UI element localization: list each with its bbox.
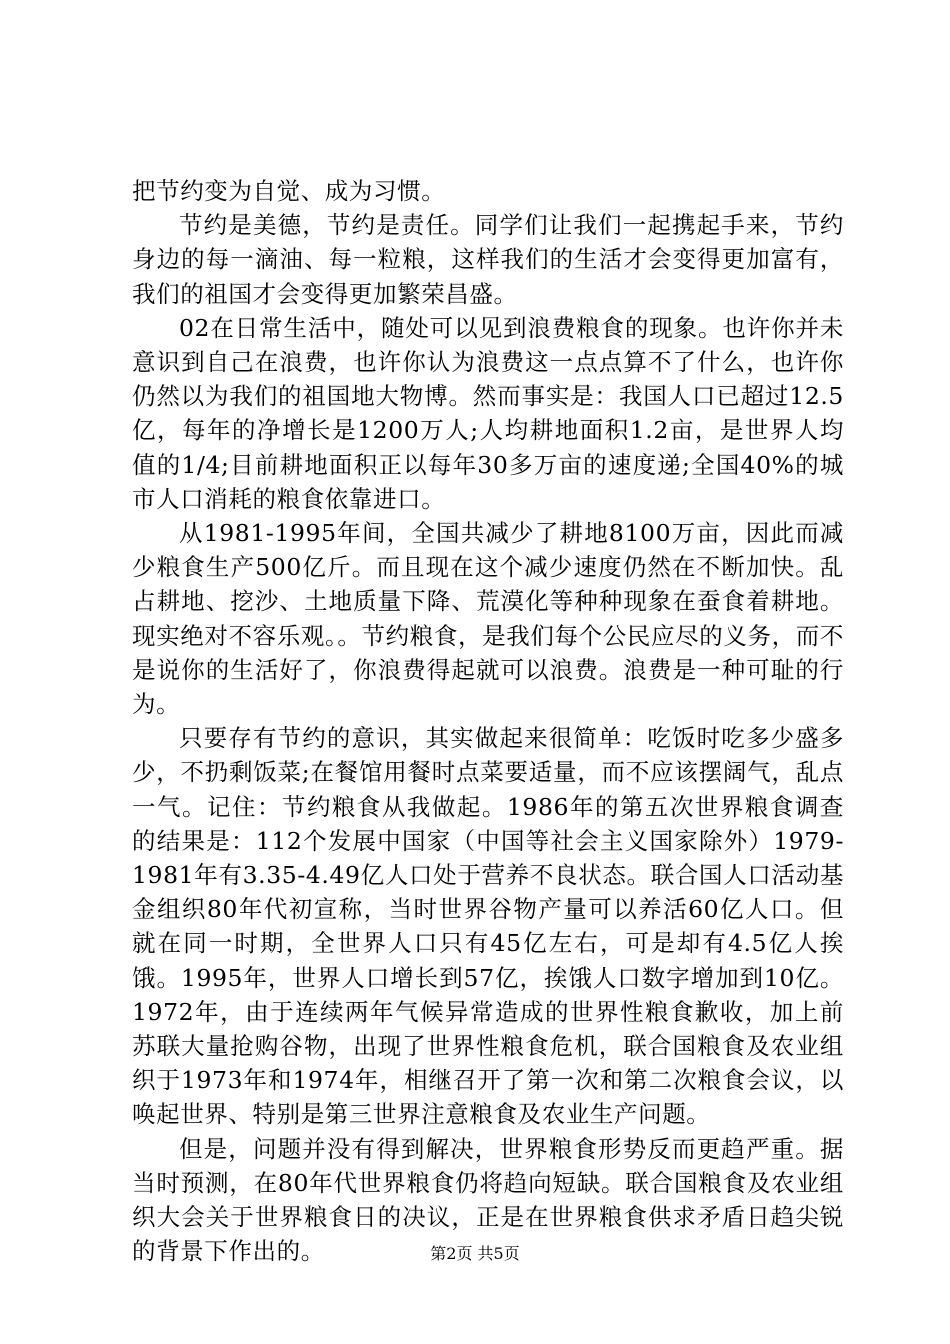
- paragraph-1: 把节约变为自觉、成为习惯。: [132, 177, 446, 205]
- paragraph-6: 但是，问题并没有得到解决，世界粮食形势反而更趋严重。据当时预测，在80年代世界粮食仍将趋向短缺。联合国粮食及农业组织大会关于世界粮食日的决议，正是在世界粮食供求矛盾日趋尖锐的背景下作出的。: [132, 1134, 844, 1266]
- paragraph-3: 02在日常生活中，随处可以见到浪费粮食的现象。也许你并未意识到自己在浪费，也许你认为浪费这一点点算不了什么，也许你仍然以为我们的祖国地大物博。然而事实是：我国人口已超过12.5亿，每年的净增长是1200万人;人均耕地面积1.2亩，是世界人均值的1/4;目前耕地面积正以每年30多万亩的速度递;全国40%的城市人口消耗的粮食依靠进口。: [132, 313, 844, 513]
- page-footer: 第2页 共5页: [430, 1244, 520, 1263]
- document-body: [132, 174, 844, 1269]
- paragraph-5: 只要存有节约的意识，其实做起来很简单：吃饭时吃多少盛多少，不扔剩饭菜;在餐馆用餐时点菜要适量，而不应该摆阔气，乱点一气。记住：节约粮食从我做起。1986年的第五次世界粮食调查的结果是：112个发展中国家（中国等社会主义国家除外）1979-1981年有3.35-4.49亿人口处于营养不良状态。联合国人口活动基金组织80年代初宣称，当时世界谷物产量可以养活60亿人口。但就在同一时期，全世界人口只有45亿左右，可是却有4.5亿人挨饿。1995年，世界人口增长到57亿，挨饿人口数字增加到10亿。1972年，由于连续两年气候异常造成的世界性粮食歉收，加上前苏联大量抢购谷物，出现了世界性粮食危机，联合国粮食及农业组织于1973年和1974年，相继召开了第一次和第二次粮食会议，以唤起世界、特别是第三世界注意粮食及农业生产问题。: [132, 724, 844, 1129]
- paragraph-2: 节约是美德，节约是责任。同学们让我们一起携起手来，节约身边的每一滴油、每一粒粮，这样我们的生活才会变得更加富有，我们的祖国才会变得更加繁荣昌盛。: [132, 211, 844, 308]
- paragraph-4: 从1981-1995年间，全国共减少了耕地8100万亩，因此而减少粮食生产500亿斤。而且现在这个减少速度仍然在不断加快。乱占耕地、挖沙、土地质量下降、荒漠化等种种现象在蚕食着耕地。现实绝对不容乐观。。节约粮食，是我们每个公民应尽的义务，而不是说你的生活好了，你浪费得起就可以浪费。浪费是一种可耻的行为。: [132, 519, 844, 719]
